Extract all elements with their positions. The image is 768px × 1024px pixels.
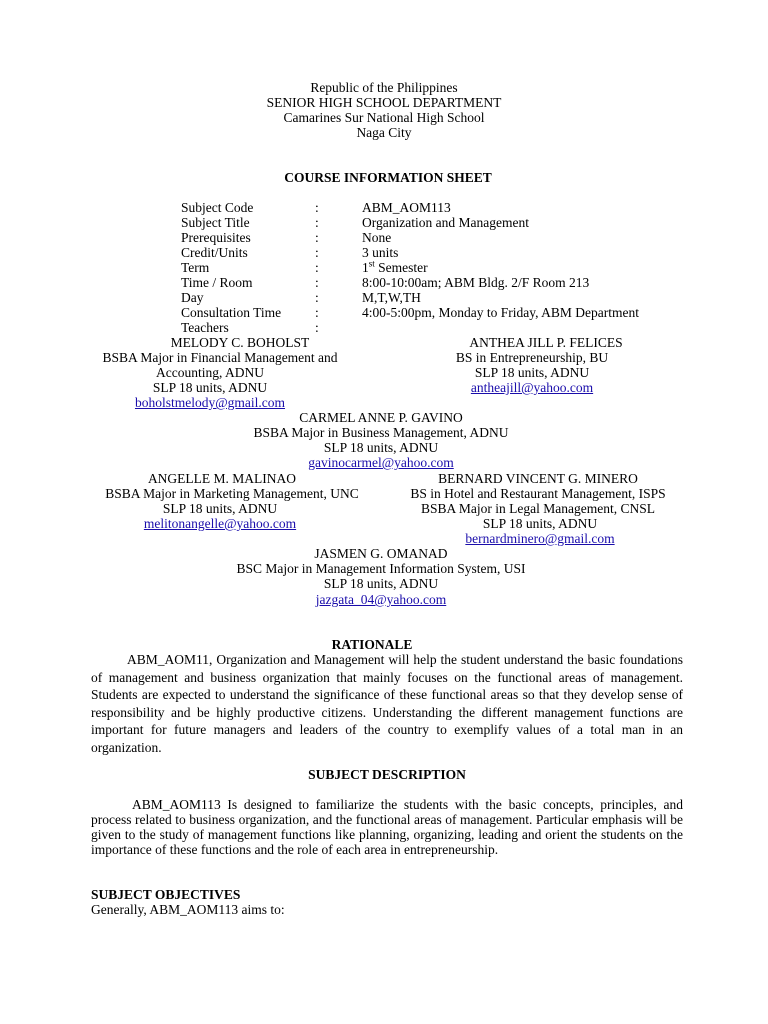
info-colon: : bbox=[315, 260, 319, 275]
teacher-email-link[interactable] bbox=[0, 455, 762, 470]
teacher-degree: Accounting, ADNU bbox=[156, 365, 264, 380]
email-link-text[interactable]: antheajill@yahoo.com bbox=[470, 380, 594, 395]
info-label: Subject Code bbox=[181, 200, 254, 215]
teacher-degree: BSC Major in Management Information System, USI bbox=[236, 561, 526, 576]
objectives-heading: SUBJECT OBJECTIVES bbox=[91, 887, 241, 902]
email-link-text[interactable]: bernardminero@gmail.com bbox=[465, 531, 615, 546]
info-label: Subject Title bbox=[181, 215, 250, 230]
info-label: Consultation Time bbox=[181, 305, 282, 320]
teacher-degree: BSBA Major in Legal Management, CNSL bbox=[421, 501, 655, 516]
teacher-degree: BSBA Major in Financial Management and bbox=[102, 350, 338, 365]
teacher-degree: BSBA Major in Business Management, ADNU bbox=[253, 425, 509, 440]
info-value: M,T,W,TH bbox=[362, 290, 421, 305]
objectives-intro: Generally, ABM_AOM113 aims to: bbox=[91, 902, 285, 917]
info-value: ABM_AOM113 bbox=[362, 200, 451, 215]
description-paragraph: ABM_AOM113 Is designed to familiarize the students with the basic concepts, principles, and process related to business organization, and the functional areas of management. Particular emphasis will be given to the study of management functions like planning, organizing, leading and orient the students on the importance of these functions and the role of each area in entrepreneurship. bbox=[91, 797, 683, 857]
teacher-name: MELODY C. BOHOLST bbox=[170, 335, 310, 350]
info-value: 8:00-10:00am; ABM Bldg. 2/F Room 213 bbox=[362, 275, 590, 290]
teacher-slp: SLP 18 units, ADNU bbox=[482, 516, 598, 531]
info-label: Credit/Units bbox=[181, 245, 248, 260]
rationale-heading: RATIONALE bbox=[331, 637, 413, 652]
teacher-email-link[interactable] bbox=[60, 395, 360, 410]
info-label: Time / Room bbox=[181, 275, 253, 290]
header-school: Camarines Sur National High School bbox=[283, 110, 485, 125]
teacher-slp: SLP 18 units, ADNU bbox=[323, 440, 439, 455]
term-number: 1 bbox=[362, 260, 369, 275]
teacher-degree: BSBA Major in Marketing Management, UNC bbox=[105, 486, 359, 501]
teacher-degree: BS in Hotel and Restaurant Management, ISPS bbox=[410, 486, 666, 501]
teacher-slp: SLP 18 units, ADNU bbox=[474, 365, 590, 380]
info-colon: : bbox=[315, 215, 319, 230]
document-title: COURSE INFORMATION SHEET bbox=[284, 170, 492, 185]
info-value: 3 units bbox=[362, 245, 399, 260]
header-city: Naga City bbox=[356, 125, 412, 140]
teacher-email-link[interactable] bbox=[382, 380, 682, 395]
info-colon: : bbox=[315, 230, 319, 245]
term-ordinal: st bbox=[368, 258, 375, 269]
teacher-name: ANGELLE M. MALINAO bbox=[147, 471, 297, 486]
info-value: Organization and Management bbox=[362, 215, 529, 230]
term-rest: Semester bbox=[374, 260, 428, 275]
teacher-email-link[interactable] bbox=[70, 516, 370, 531]
teacher-degree: BS in Entrepreneurship, BU bbox=[455, 350, 609, 365]
teacher-name: CARMEL ANNE P. GAVINO bbox=[299, 410, 463, 425]
description-heading: SUBJECT DESCRIPTION bbox=[308, 767, 466, 782]
teacher-slp: SLP 18 units, ADNU bbox=[152, 380, 268, 395]
teacher-name: ANTHEA JILL P. FELICES bbox=[469, 335, 623, 350]
info-colon: : bbox=[315, 275, 319, 290]
email-link-text[interactable]: boholstmelody@gmail.com bbox=[134, 395, 286, 410]
info-colon: : bbox=[315, 305, 319, 320]
teacher-email-link[interactable] bbox=[390, 531, 690, 546]
teacher-slp: SLP 18 units, ADNU bbox=[162, 501, 278, 516]
teacher-name: BERNARD VINCENT G. MINERO bbox=[438, 471, 638, 486]
email-link-text[interactable]: gavinocarmel@yahoo.com bbox=[308, 455, 454, 470]
info-value: 4:00-5:00pm, Monday to Friday, ABM Department bbox=[362, 305, 639, 320]
teacher-name: JASMEN G. OMANAD bbox=[314, 546, 448, 561]
teacher-slp: SLP 18 units, ADNU bbox=[323, 576, 439, 591]
header-department: SENIOR HIGH SCHOOL DEPARTMENT bbox=[266, 95, 502, 110]
info-value bbox=[362, 260, 428, 275]
info-label: Term bbox=[181, 260, 210, 275]
rationale-paragraph: ABM_AOM11, Organization and Management will help the student understand the basic foundations of management and business organization that mainly focuses on the functional areas of management. Students are expected to understand the significance of these functional areas so that they develop sense of responsibility and be highly productive citizens. Understanding the different management functions are important for future managers and leaders of the country to exemplify values of a total man in an organization. bbox=[91, 652, 683, 755]
info-colon: : bbox=[315, 320, 319, 335]
info-colon: : bbox=[315, 200, 319, 215]
header-republic: Republic of the Philippines bbox=[310, 80, 458, 95]
info-colon: : bbox=[315, 290, 319, 305]
info-label: Teachers bbox=[181, 320, 229, 335]
email-link-text[interactable]: melitonangelle@yahoo.com bbox=[143, 516, 297, 531]
info-value: None bbox=[362, 230, 392, 245]
info-label: Day bbox=[181, 290, 204, 305]
email-link-text[interactable]: jazgata_04@yahoo.com bbox=[315, 592, 447, 607]
teacher-email-link[interactable] bbox=[0, 592, 762, 607]
info-colon: : bbox=[315, 245, 319, 260]
info-label: Prerequisites bbox=[181, 230, 251, 245]
